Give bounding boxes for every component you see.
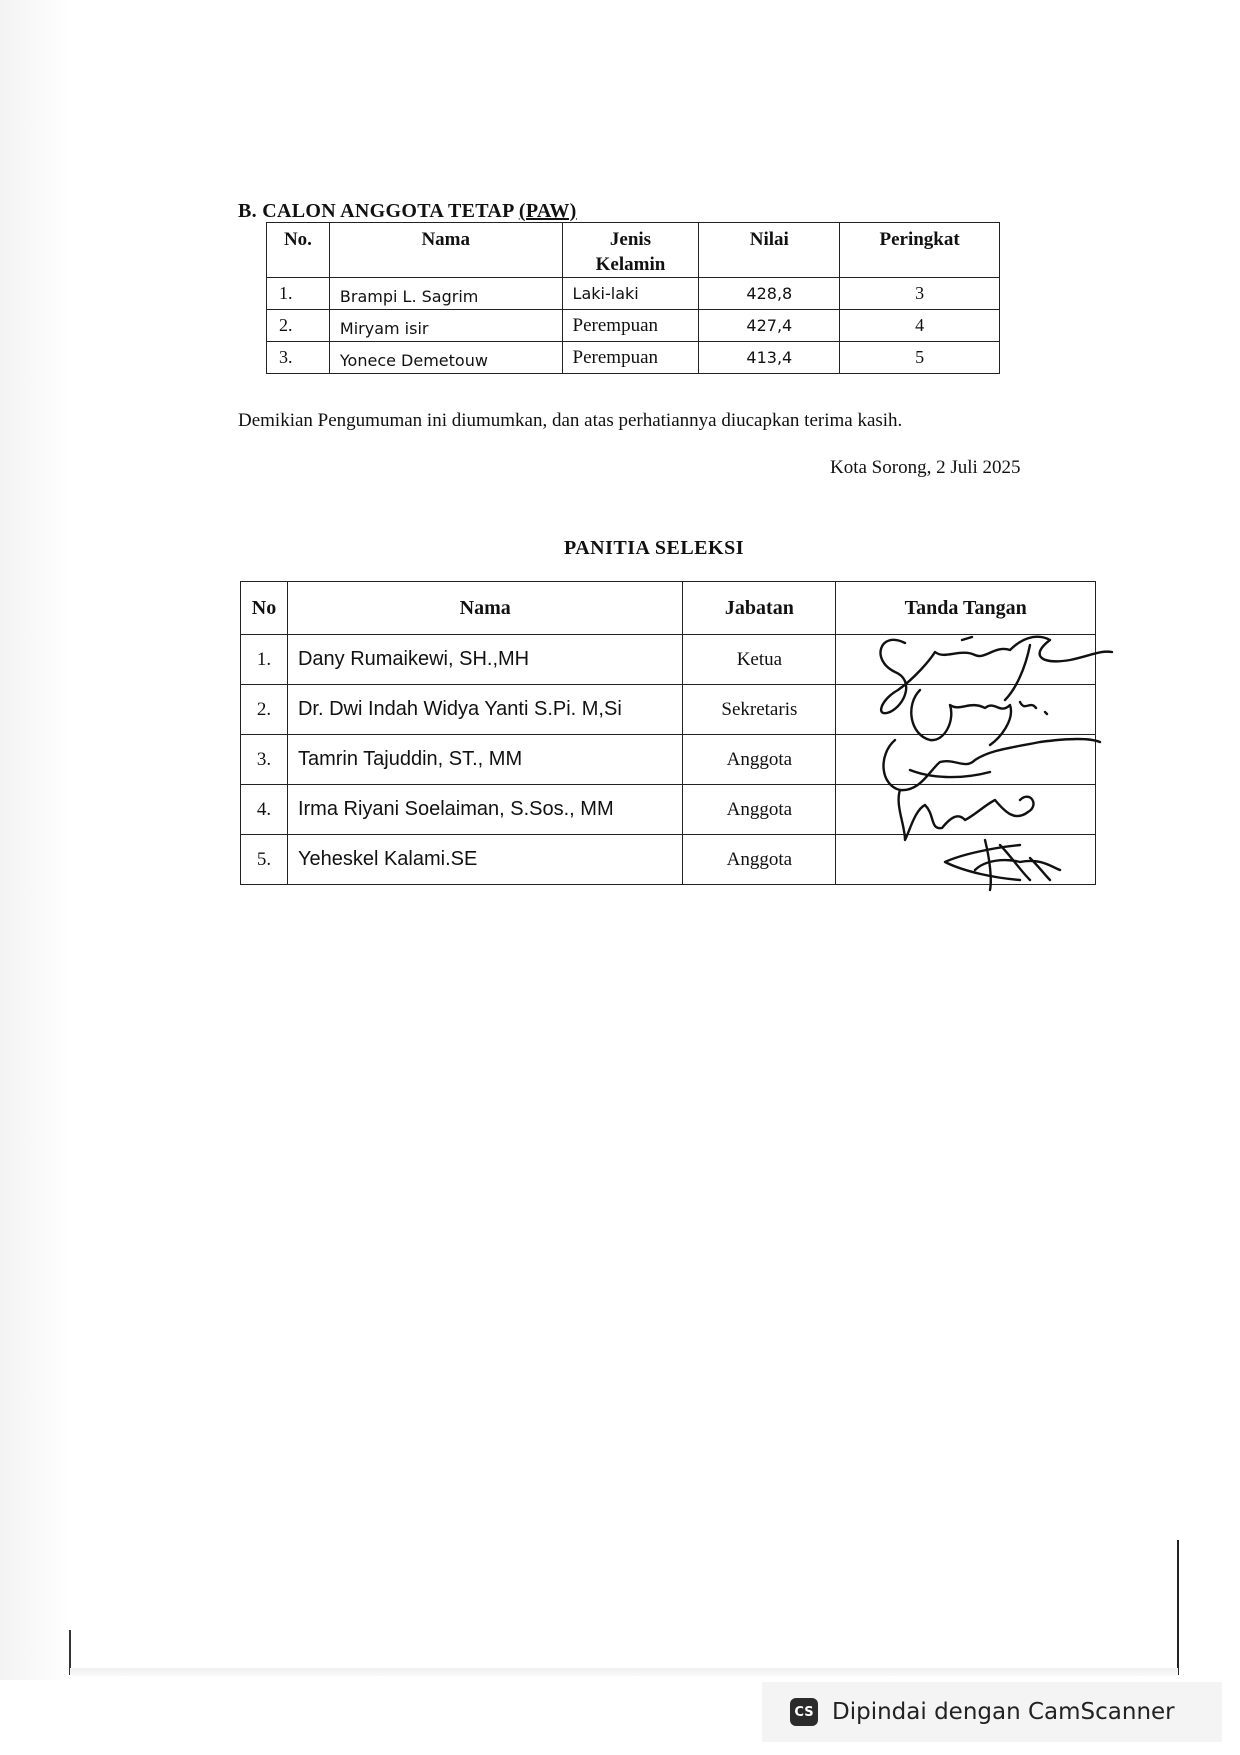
committee-title: PANITIA SELEKSI	[564, 537, 744, 559]
cell-nama: Dr. Dwi Indah Widya Yanti S.Pi. M,Si	[287, 685, 683, 735]
cell-no: 2.	[241, 685, 288, 735]
cell-jabatan: Sekretaris	[683, 685, 836, 735]
header-jenis-kelamin-line2: Kelamin	[595, 254, 666, 275]
cell-jabatan: Ketua	[683, 635, 836, 685]
cell-peringkat: 5	[840, 342, 1000, 374]
cell-nilai: 427,4	[699, 310, 840, 342]
table-row	[267, 278, 1000, 310]
cell-nama: Yeheskel Kalami.SE	[287, 835, 683, 885]
camscanner-watermark	[762, 1682, 1222, 1742]
cell-nama: Brampi L. Sagrim	[329, 278, 562, 310]
cell-no: 1.	[241, 635, 288, 685]
cell-signature	[836, 635, 1096, 685]
cell-no: 4.	[241, 785, 288, 835]
table-row	[241, 685, 1096, 735]
camscanner-logo-icon: CS	[790, 1698, 818, 1726]
cell-nama: Irma Riyani Soelaiman, S.Sos., MM	[287, 785, 683, 835]
cell-signature	[836, 785, 1096, 835]
header-nama: Nama	[287, 582, 683, 635]
cell-peringkat: 4	[840, 310, 1000, 342]
cell-nilai: 413,4	[699, 342, 840, 374]
cell-nama: Yonece Demetouw	[329, 342, 562, 374]
header-nama: Nama	[329, 223, 562, 278]
cell-nilai: 428,8	[699, 278, 840, 310]
header-no: No	[241, 582, 288, 635]
cell-no: 3.	[241, 735, 288, 785]
scan-shadow-left	[0, 0, 70, 1680]
cell-no: 5.	[241, 835, 288, 885]
header-jenis-kelamin	[562, 223, 699, 278]
cell-nama: Miryam isir	[329, 310, 562, 342]
table-row	[241, 635, 1096, 685]
cell-jabatan: Anggota	[683, 735, 836, 785]
cell-peringkat: 3	[840, 278, 1000, 310]
table-header-row	[241, 582, 1096, 635]
header-tanda-tangan: Tanda Tangan	[836, 582, 1096, 635]
section-b-title-paw: (PAW)	[518, 200, 577, 222]
scan-edge-bottom	[70, 1668, 1178, 1676]
section-b-title	[238, 200, 577, 223]
cell-no: 1.	[267, 278, 330, 310]
table-row	[241, 735, 1096, 785]
header-jenis-kelamin-line1: Jenis	[609, 229, 652, 250]
cell-nama: Dany Rumaikewi, SH.,MH	[287, 635, 683, 685]
committee-table	[240, 581, 1096, 885]
table-row	[267, 310, 1000, 342]
table-row	[267, 342, 1000, 374]
header-nilai: Nilai	[699, 223, 840, 278]
header-jabatan: Jabatan	[683, 582, 836, 635]
section-b-title-prefix: B. CALON ANGGOTA TETAP	[238, 200, 519, 222]
table-row	[241, 785, 1096, 835]
table-header-row	[267, 223, 1000, 278]
place-and-date: Kota Sorong, 2 Juli 2025	[830, 457, 1021, 478]
cell-no: 3.	[267, 342, 330, 374]
cell-jenis-kelamin: Perempuan	[562, 310, 699, 342]
cell-signature	[836, 685, 1096, 735]
cell-jenis-kelamin: Laki-laki	[562, 278, 699, 310]
cell-nama: Tamrin Tajuddin, ST., MM	[287, 735, 683, 785]
cell-jabatan: Anggota	[683, 785, 836, 835]
table-row	[241, 835, 1096, 885]
camscanner-text: Dipindai dengan CamScanner	[832, 1699, 1175, 1725]
cell-no: 2.	[267, 310, 330, 342]
cell-jabatan: Anggota	[683, 835, 836, 885]
cell-signature	[836, 735, 1096, 785]
header-no: No.	[267, 223, 330, 278]
scan-edge-right	[1177, 1540, 1179, 1675]
closing-statement: Demikian Pengumuman ini diumumkan, dan atas perhatiannya diucapkan terima kasih.	[238, 410, 903, 431]
header-peringkat: Peringkat	[840, 223, 1000, 278]
cell-signature	[836, 835, 1096, 885]
cell-jenis-kelamin: Perempuan	[562, 342, 699, 374]
paw-candidates-table	[266, 222, 1000, 374]
